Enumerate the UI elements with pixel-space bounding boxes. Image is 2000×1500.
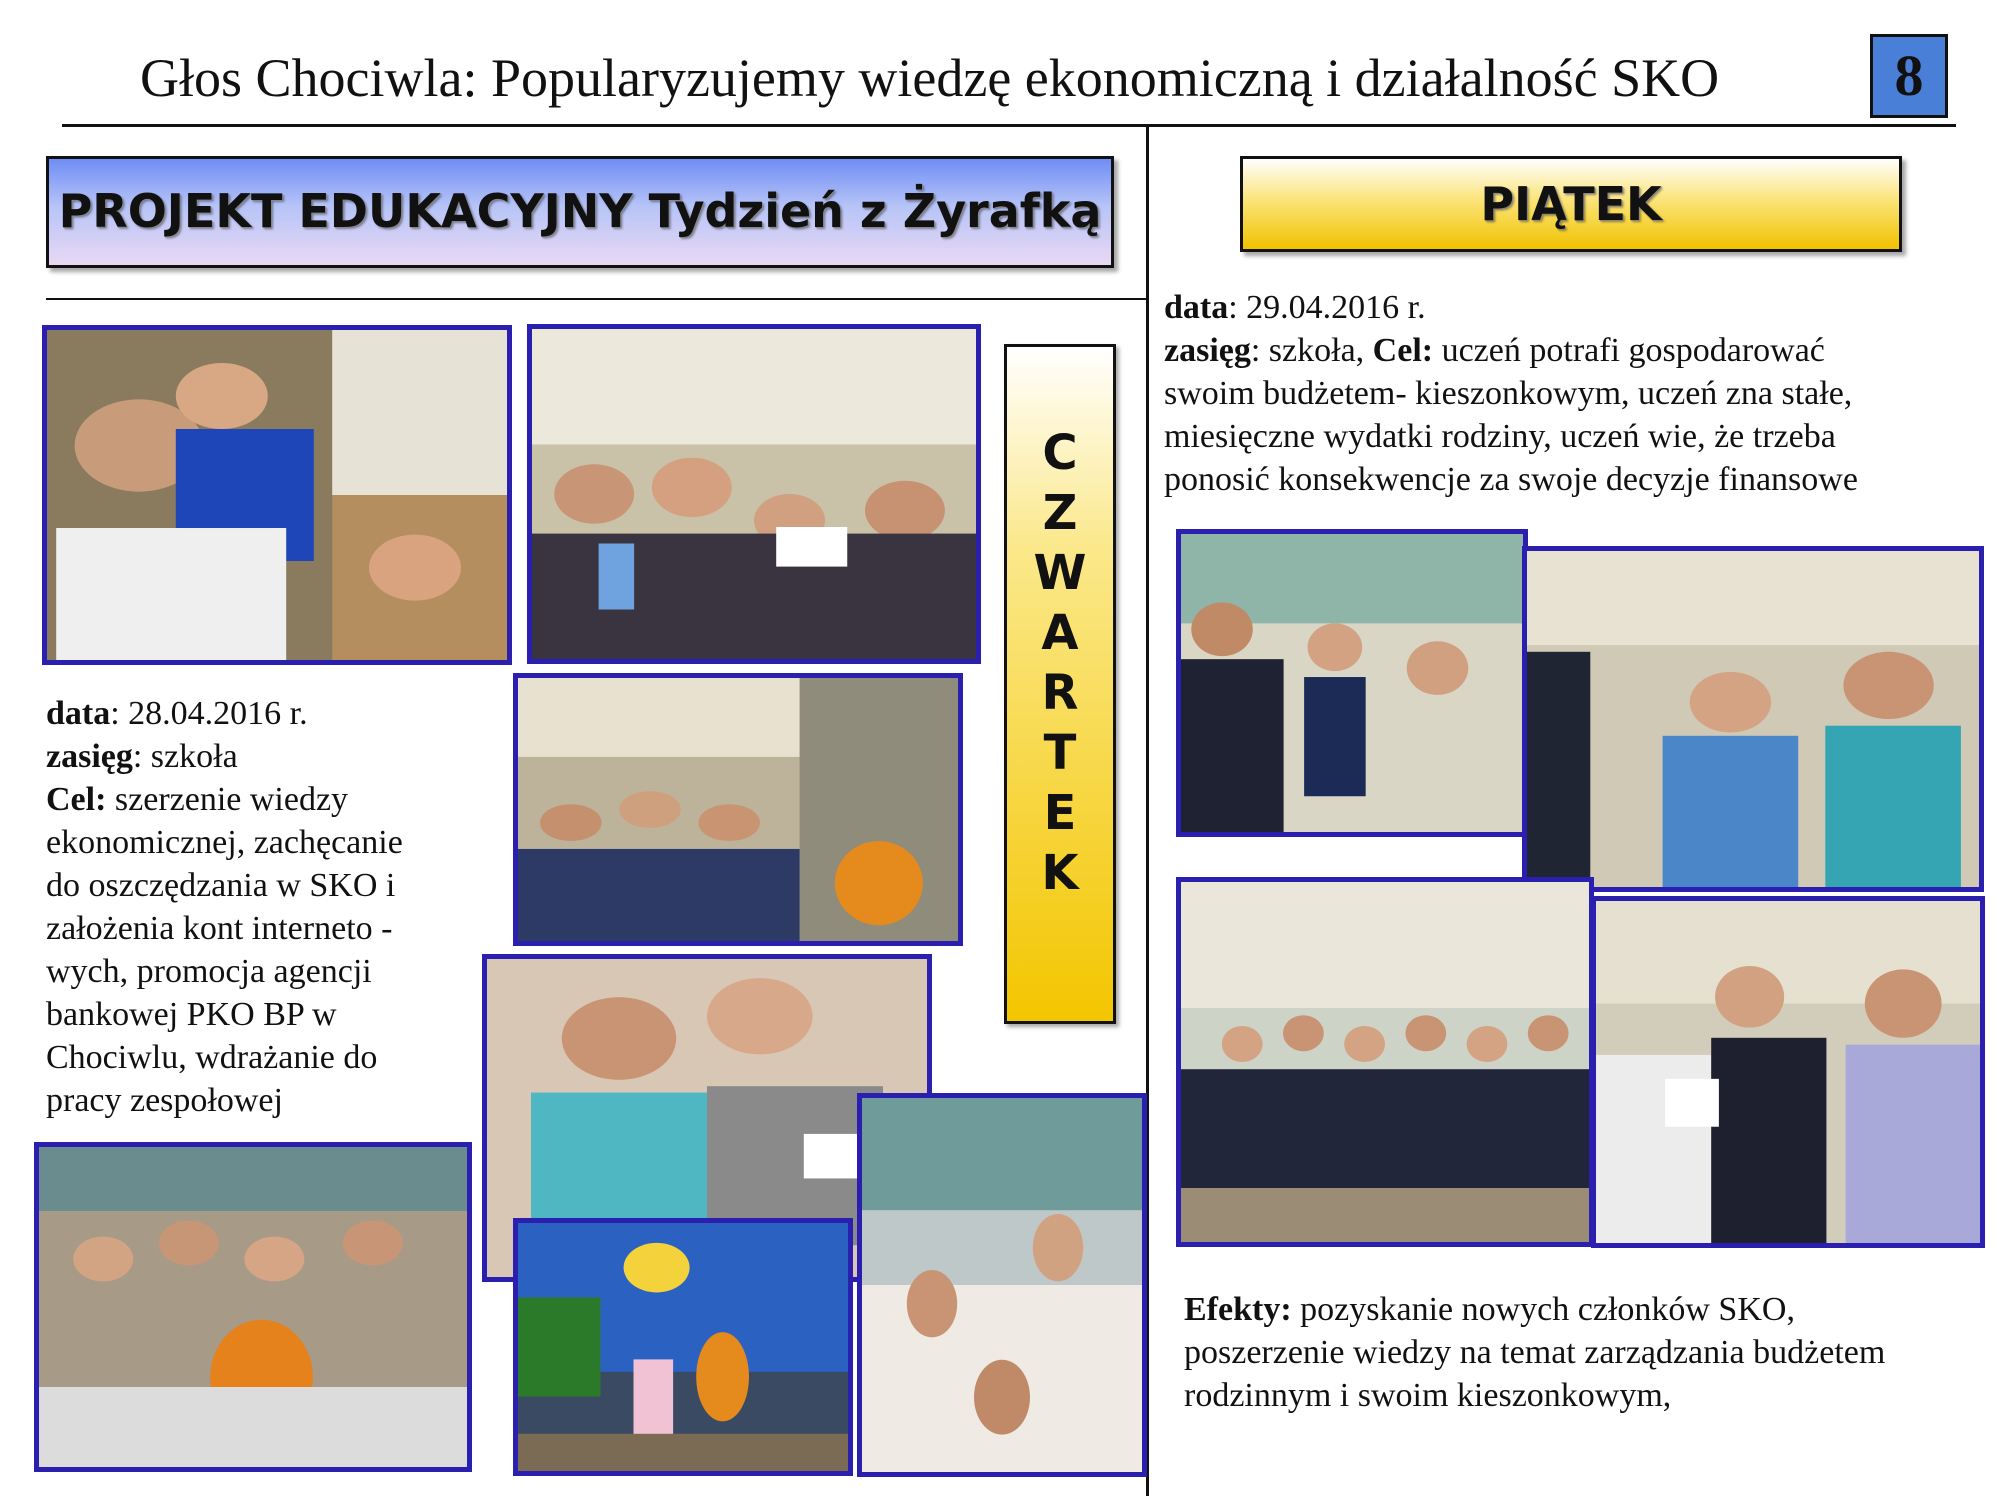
thursday-goal-line: założenia kont interneto -: [46, 910, 393, 947]
thursday-letters: [1007, 423, 1113, 903]
friday-date: data: 29.04.2016 r.: [1164, 289, 1426, 326]
photo-kindergarten-group: [34, 1142, 472, 1472]
friday-goal-line: swoim budżetem- kieszonkowym, uczeń zna stałe,: [1164, 375, 1853, 412]
photo-children-holding-cards: [527, 324, 981, 664]
photo-boys-with-cards: [1591, 896, 1985, 1248]
left-section-rule: [46, 298, 1148, 300]
photo-classroom-drawing: [857, 1093, 1147, 1477]
thursday-letter: W: [1033, 545, 1087, 601]
photo-interview-microphone: [1176, 529, 1528, 837]
photo-interview-children: [1522, 546, 1984, 892]
thursday-goal-line: do oszczędzania w SKO i: [46, 867, 396, 904]
thursday-goal-line: ekonomicznej, zachęcanie: [46, 824, 403, 861]
thursday-goal-line: pracy zespołowej: [46, 1082, 283, 1119]
thursday-letter: C: [1042, 425, 1078, 481]
thursday-info: [46, 692, 466, 1122]
effects-line: poszerzenie wiedzy na temat zarządzania budżetem: [1184, 1334, 1886, 1371]
friday-effects: [1184, 1288, 1974, 1417]
thursday-date: data: 28.04.2016 r.: [46, 695, 308, 732]
photo-stage-giraffe-mascot: [513, 1218, 853, 1476]
photo-children-workshop: [42, 325, 512, 665]
photo-group-cheering: [1176, 877, 1594, 1247]
friday-goal-line: ponosić konsekwencje za swoje decyzje finansowe: [1164, 461, 1858, 498]
thursday-goal: Cel: szerzenie wiedzy: [46, 781, 349, 818]
photo-hall-crowd-collage: [513, 673, 963, 946]
effects-line: rodzinnym i swoim kieszonkowym,: [1184, 1377, 1672, 1414]
thursday-letter: E: [1043, 785, 1077, 841]
page-title: Głos Chociwla: Popularyzujemy wiedzę ekonomiczną i działalność SKO: [140, 48, 1720, 108]
thursday-scope: zasięg: szkoła: [46, 738, 238, 775]
friday-info: [1164, 286, 1964, 501]
header-rule: [62, 124, 1956, 127]
effects-line: Efekty: pozyskanie nowych członków SKO,: [1184, 1291, 1795, 1328]
friday-scope-goal: zasięg: szkoła, Cel: uczeń potrafi gospodarować: [1164, 332, 1825, 369]
thursday-letter: Z: [1042, 485, 1078, 541]
thursday-goal-line: Chociwlu, wdrażanie do: [46, 1039, 378, 1076]
friday-banner: PIĄTEK: [1240, 156, 1902, 252]
thursday-goal-line: wych, promocja agencji: [46, 953, 372, 990]
thursday-banner: [1004, 344, 1116, 1024]
friday-goal-line: miesięczne wydatki rodziny, uczeń wie, że trzeba: [1164, 418, 1836, 455]
project-banner: PROJEKT EDUKACYJNY Tydzień z Żyrafką: [46, 156, 1114, 268]
thursday-goal-line: bankowej PKO BP w: [46, 996, 337, 1033]
page-number-badge: 8: [1870, 34, 1948, 118]
thursday-letter: K: [1041, 845, 1079, 901]
thursday-letter: R: [1041, 665, 1079, 721]
thursday-letter: T: [1043, 725, 1077, 781]
thursday-letter: A: [1041, 605, 1079, 661]
